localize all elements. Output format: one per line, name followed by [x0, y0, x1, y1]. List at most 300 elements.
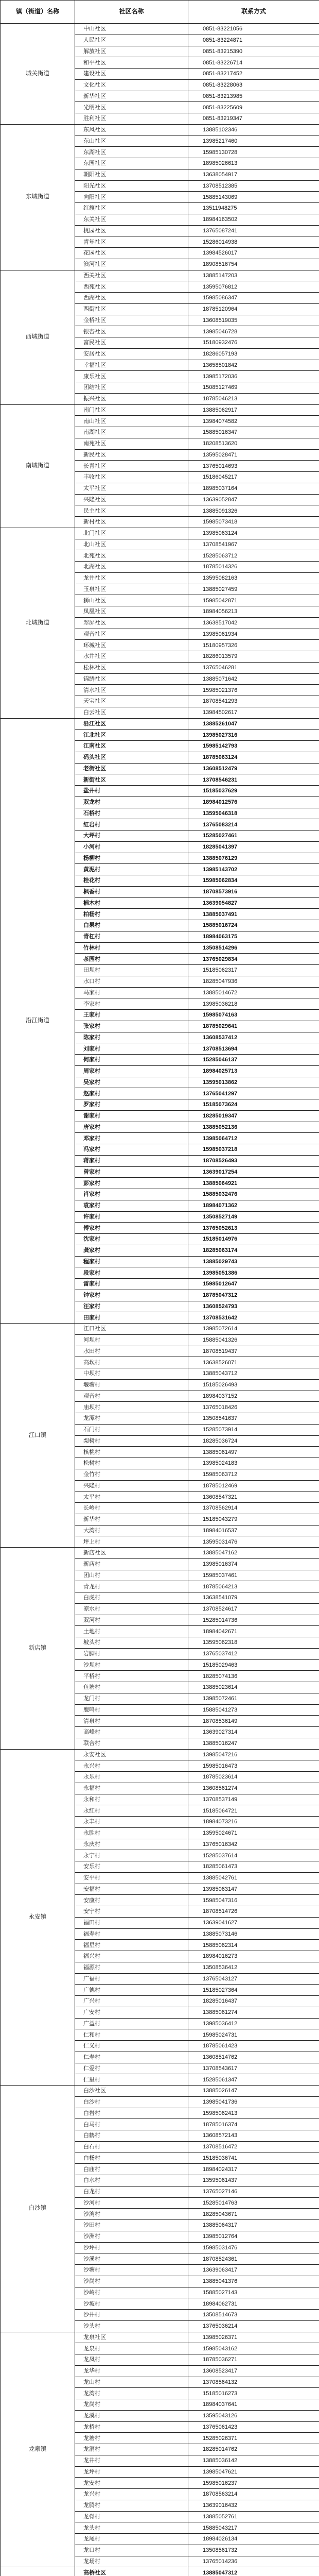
community-name: 青年社区 — [75, 236, 188, 248]
community-name: 团山村 — [75, 1570, 188, 1581]
community-name: 唐家村 — [75, 1122, 188, 1133]
contact-phone: 13885064921 — [188, 1178, 319, 1189]
contact-phone: 15985062413 — [188, 2108, 319, 2119]
community-name: 松树村 — [75, 1458, 188, 1469]
town-name-cell: 东城街道 — [1, 124, 75, 270]
contact-phone: 13985047216 — [188, 1749, 319, 1760]
contact-phone: 13608547321 — [188, 1492, 319, 1503]
community-name: 石桥村 — [75, 808, 188, 819]
contact-phone: 15085127469 — [188, 382, 319, 394]
community-name: 北苑社区 — [75, 550, 188, 562]
contact-phone: 13508514296 — [188, 942, 319, 954]
community-name: 大坪村 — [75, 831, 188, 842]
contact-phone: 13708541967 — [188, 539, 319, 550]
community-name: 福田村 — [75, 1917, 188, 1928]
community-name: 吴家村 — [75, 1077, 188, 1088]
community-name: 沙坝村 — [75, 1659, 188, 1671]
community-name: 田坝村 — [75, 965, 188, 976]
community-name: 龙场村 — [75, 2556, 188, 2567]
contact-phone: 13885026147 — [188, 2086, 319, 2097]
contact-phone: 13985217460 — [188, 135, 319, 147]
table-row — [1, 1749, 319, 1760]
contact-phone: 15985024731 — [188, 2029, 319, 2041]
community-name: 朝阳社区 — [75, 169, 188, 180]
contact-phone: 18285043671 — [188, 2209, 319, 2220]
community-name: 凤凰社区 — [75, 606, 188, 618]
contact-phone: 15985021376 — [188, 685, 319, 696]
community-name: 白杨村 — [75, 2153, 188, 2164]
contact-phone: 18285063174 — [188, 1245, 319, 1256]
contact-phone: 18708526493 — [188, 1155, 319, 1166]
contact-phone: 13885047312 — [188, 2567, 319, 2576]
contact-phone: 13658501842 — [188, 360, 319, 371]
community-name: 广福村 — [75, 1973, 188, 1985]
community-name: 新华社区 — [75, 91, 188, 102]
contact-phone: 13885037491 — [188, 909, 319, 920]
community-name: 永庆村 — [75, 1839, 188, 1850]
contact-phone: 18285061473 — [188, 1861, 319, 1873]
contact-phone: 18984073216 — [188, 1817, 319, 1828]
community-name: 龙洞村 — [75, 2444, 188, 2455]
community-name: 坡头村 — [75, 1637, 188, 1649]
table-row — [1, 2332, 319, 2343]
contact-phone: 13885029743 — [188, 1256, 319, 1267]
community-name: 龙坪村 — [75, 2466, 188, 2478]
contact-phone: 18208513620 — [188, 438, 319, 449]
community-name: 沙溪村 — [75, 2253, 188, 2265]
table-row — [1, 404, 319, 416]
contact-phone: 13508561732 — [188, 2545, 319, 2556]
community-name: 沙岗村 — [75, 2276, 188, 2287]
community-name: 清水社区 — [75, 685, 188, 696]
community-name: 肖家村 — [75, 1189, 188, 1200]
contact-phone: 13708512385 — [188, 180, 319, 192]
community-name: 龙岗村 — [75, 2399, 188, 2411]
contact-phone: 18984062731 — [188, 2298, 319, 2310]
community-name: 和平社区 — [75, 57, 188, 69]
table-row — [1, 270, 319, 281]
contact-phone: 15985016473 — [188, 1760, 319, 1772]
community-name: 南苑社区 — [75, 438, 188, 449]
contact-phone: 13984502617 — [188, 707, 319, 718]
community-name: 安福村 — [75, 1884, 188, 1895]
contact-phone: 15985031476 — [188, 2242, 319, 2253]
community-name: 鱼塘村 — [75, 1682, 188, 1693]
community-name: 龙安村 — [75, 2478, 188, 2489]
community-name: 赵家村 — [75, 1088, 188, 1099]
community-name: 水井社区 — [75, 651, 188, 663]
community-name: 光明社区 — [75, 102, 188, 113]
community-name: 白龙村 — [75, 2186, 188, 2197]
contact-phone: 18785063124 — [188, 752, 319, 763]
community-name: 李家村 — [75, 998, 188, 1010]
community-name: 桃园社区 — [75, 225, 188, 236]
contact-phone: 15185036741 — [188, 2153, 319, 2164]
community-name: 安居社区 — [75, 348, 188, 360]
community-name: 向阳社区 — [75, 192, 188, 203]
contact-phone: 13885023614 — [188, 1682, 319, 1693]
contact-phone: 13885047162 — [188, 1548, 319, 1559]
community-name: 银杏社区 — [75, 326, 188, 337]
contact-phone: 13765087241 — [188, 225, 319, 236]
community-name: 白虎村 — [75, 1592, 188, 1604]
contact-phone: 18785014326 — [188, 562, 319, 573]
community-name: 段家村 — [75, 1267, 188, 1279]
contact-phone: 13765052613 — [188, 1223, 319, 1234]
community-name: 石门村 — [75, 1424, 188, 1435]
community-name: 联合村 — [75, 1738, 188, 1749]
contact-phone: 18785061423 — [188, 2041, 319, 2052]
contact-phone: 0851-83215390 — [188, 46, 319, 57]
community-name: 民主社区 — [75, 505, 188, 517]
community-name: 松林社区 — [75, 662, 188, 673]
community-name: 沙头村 — [75, 2320, 188, 2332]
community-name: 东湖社区 — [75, 147, 188, 158]
contact-phone: 13638526071 — [188, 1357, 319, 1368]
header-row — [1, 1, 319, 24]
community-name: 安平村 — [75, 1872, 188, 1884]
contact-phone: 13708546231 — [188, 774, 319, 786]
contact-phone: 13985143702 — [188, 864, 319, 875]
contact-phone: 18285014762 — [188, 2444, 319, 2455]
table-row — [1, 2086, 319, 2097]
community-name: 仁和村 — [75, 2029, 188, 2041]
community-name: 永宁村 — [75, 1850, 188, 1861]
community-name: 阳光社区 — [75, 180, 188, 192]
community-name: 人民社区 — [75, 35, 188, 46]
community-name: 龙脊村 — [75, 2511, 188, 2522]
contact-phone: 0851-83221056 — [188, 24, 319, 35]
community-name: 龙华村 — [75, 2365, 188, 2377]
contact-phone: 18285047936 — [188, 976, 319, 987]
community-name: 长青社区 — [75, 461, 188, 472]
contact-phone: 13595061437 — [188, 2175, 319, 2187]
community-name: 平桥村 — [75, 1671, 188, 1682]
community-name: 沙井村 — [75, 2310, 188, 2321]
contact-phone: 13765037412 — [188, 1648, 319, 1659]
community-name: 天宝社区 — [75, 696, 188, 707]
contact-phone: 13608519035 — [188, 315, 319, 326]
community-name: 庙坝村 — [75, 1402, 188, 1413]
community-name: 江北社区 — [75, 730, 188, 741]
contact-phone: 15885041273 — [188, 1704, 319, 1716]
contact-phone: 13708564132 — [188, 2377, 319, 2388]
contact-phone: 13765036214 — [188, 2320, 319, 2332]
contact-phone: 13608523417 — [188, 2365, 319, 2377]
community-name: 翠屏社区 — [75, 617, 188, 629]
contact-phone: 18785047312 — [188, 1290, 319, 1301]
contact-phone: 13985041736 — [188, 2096, 319, 2108]
contact-phone: 13765043127 — [188, 1973, 319, 1985]
contact-phone: 18708541293 — [188, 696, 319, 707]
contact-phone: 13985063124 — [188, 528, 319, 539]
contact-phone: 13885052761 — [188, 2511, 319, 2522]
town-name-cell: 江口镇 — [1, 1324, 75, 1548]
contact-phone: 18908516754 — [188, 259, 319, 270]
contact-phone: 15185062317 — [188, 965, 319, 976]
community-name: 龙口村 — [75, 2545, 188, 2556]
contact-phone: 18785029641 — [188, 1021, 319, 1032]
community-name: 福源村 — [75, 1962, 188, 1973]
contact-phone: 15985037461 — [188, 1570, 319, 1581]
contact-phone: 13708516472 — [188, 2141, 319, 2153]
community-name: 西关社区 — [75, 270, 188, 281]
community-name: 白水村 — [75, 2175, 188, 2187]
contact-phone: 15185064721 — [188, 1805, 319, 1817]
contact-phone: 15185037629 — [188, 786, 319, 797]
contact-phone: 15885016347 — [188, 427, 319, 438]
contact-phone: 18785012469 — [188, 1480, 319, 1492]
contact-phone: 15985043162 — [188, 2343, 319, 2354]
contact-phone: 13765018426 — [188, 1402, 319, 1413]
contact-phone: 13639054827 — [188, 897, 319, 909]
community-name: 龚家村 — [75, 1245, 188, 1256]
contact-phone: 13985064712 — [188, 1133, 319, 1144]
community-name: 杨柳村 — [75, 853, 188, 864]
contact-phone: 13985012764 — [188, 2231, 319, 2242]
community-name: 新民社区 — [75, 449, 188, 461]
community-name: 北湖社区 — [75, 562, 188, 573]
town-name-cell: 新店镇 — [1, 1548, 75, 1750]
contact-phone: 13985072614 — [188, 1324, 319, 1335]
community-name: 许家村 — [75, 1211, 188, 1223]
community-name: 张家村 — [75, 1021, 188, 1032]
community-name: 龙山村 — [75, 2377, 188, 2388]
contact-phone: 13985016374 — [188, 1558, 319, 1570]
community-name: 龙凤村 — [75, 2354, 188, 2366]
contact-phone: 18785036271 — [188, 2354, 319, 2366]
contact-phone: 15185027364 — [188, 1985, 319, 1996]
community-name: 龙井社区 — [75, 572, 188, 584]
community-name: 黄泥村 — [75, 864, 188, 875]
contact-phone: 15885143069 — [188, 192, 319, 203]
community-name: 新村社区 — [75, 517, 188, 528]
community-name: 桂花村 — [75, 875, 188, 887]
contact-phone: 13885052136 — [188, 1122, 319, 1133]
community-name: 永丰村 — [75, 1817, 188, 1828]
community-name: 沙洲村 — [75, 2231, 188, 2242]
community-name: 坪上村 — [75, 1536, 188, 1548]
contact-phone: 15985016237 — [188, 2478, 319, 2489]
community-name: 安宁村 — [75, 1906, 188, 1918]
community-name: 白果村 — [75, 920, 188, 931]
town-name-cell: 西城街道 — [1, 270, 75, 404]
contact-phone: 13885147203 — [188, 270, 319, 281]
contact-phone: 18708573916 — [188, 886, 319, 897]
community-name: 堰塘村 — [75, 1379, 188, 1391]
contact-phone: 13638517042 — [188, 617, 319, 629]
community-name: 兴隆社区 — [75, 494, 188, 505]
contact-phone: 13638054917 — [188, 169, 319, 180]
community-name: 沙湾村 — [75, 2209, 188, 2220]
community-name: 水田村 — [75, 1346, 188, 1357]
contact-phone: 18785046213 — [188, 393, 319, 404]
community-name: 白云社区 — [75, 707, 188, 718]
contact-phone: 13885016247 — [188, 1738, 319, 1749]
community-name: 观音村 — [75, 1391, 188, 1402]
contact-phone: 18708563214 — [188, 2489, 319, 2500]
community-name: 永和村 — [75, 1794, 188, 1805]
community-name: 太平社区 — [75, 483, 188, 494]
community-name: 老街社区 — [75, 763, 188, 774]
contact-phone: 13608512479 — [188, 763, 319, 774]
community-name: 鹿鸣村 — [75, 1704, 188, 1716]
community-name: 太平村 — [75, 1492, 188, 1503]
community-name: 龙井村 — [75, 2455, 188, 2466]
community-name: 东园社区 — [75, 158, 188, 170]
community-name: 白庙村 — [75, 2164, 188, 2175]
community-name: 新店社区 — [75, 1548, 188, 1559]
table-row — [1, 1548, 319, 1559]
community-name: 幸福社区 — [75, 360, 188, 371]
contact-phone: 13885102346 — [188, 124, 319, 135]
community-name: 周家村 — [75, 1065, 188, 1077]
contact-phone: 15185016273 — [188, 2388, 319, 2399]
contact-phone: 13985061934 — [188, 629, 319, 640]
contact-phone: 15985130728 — [188, 147, 319, 158]
community-name: 双龙村 — [75, 796, 188, 808]
contact-phone: 13765016342 — [188, 1839, 319, 1850]
community-name: 解放社区 — [75, 46, 188, 57]
contact-phone: 15185073624 — [188, 1099, 319, 1111]
community-name: 西湖社区 — [75, 293, 188, 304]
community-name: 广兴村 — [75, 1996, 188, 2007]
community-name: 白石村 — [75, 2141, 188, 2153]
contact-phone: 18285036724 — [188, 1435, 319, 1447]
contact-phone: 13765046281 — [188, 662, 319, 673]
community-name: 中坝村 — [75, 1368, 188, 1380]
community-name: 永胜村 — [75, 1827, 188, 1839]
community-name: 陈家村 — [75, 1032, 188, 1043]
community-name: 田家村 — [75, 1312, 188, 1324]
community-name: 新店村 — [75, 1558, 188, 1570]
community-name: 新街社区 — [75, 774, 188, 786]
community-name: 汪家村 — [75, 1301, 188, 1312]
community-name: 西街社区 — [75, 303, 188, 315]
town-name-cell: 龙泉镇 — [1, 2332, 75, 2567]
community-name: 福兴村 — [75, 1951, 188, 1962]
contact-phone: 13885076129 — [188, 853, 319, 864]
contact-phone: 15185014976 — [188, 1234, 319, 1245]
contact-phone: 0851-83228063 — [188, 79, 319, 91]
community-name: 北门社区 — [75, 528, 188, 539]
contact-phone: 13885036142 — [188, 2455, 319, 2466]
contact-phone: 13985036412 — [188, 2018, 319, 2029]
contact-phone: 13595046318 — [188, 808, 319, 819]
contact-phone: 13984526017 — [188, 248, 319, 259]
contact-phone: 18785120964 — [188, 303, 319, 315]
community-name: 蒋家村 — [75, 1155, 188, 1166]
contact-phone: 13885041376 — [188, 2276, 319, 2287]
contact-phone: 13708531642 — [188, 1312, 319, 1324]
community-name: 永红村 — [75, 1805, 188, 1817]
contact-phone: 18708536149 — [188, 1716, 319, 1727]
community-name: 枫香村 — [75, 886, 188, 897]
contact-phone: 18984037641 — [188, 2399, 319, 2411]
community-name: 高峰村 — [75, 1727, 188, 1738]
community-name: 兴隆村 — [75, 1480, 188, 1492]
contact-phone: 15985042871 — [188, 595, 319, 606]
community-name: 沙坡村 — [75, 2298, 188, 2310]
contact-phone: 13708537149 — [188, 1794, 319, 1805]
contact-phone: 13638541079 — [188, 1592, 319, 1604]
community-name: 龙泉村 — [75, 2343, 188, 2354]
contact-phone: 13765014693 — [188, 461, 319, 472]
community-name: 文化社区 — [75, 79, 188, 91]
contact-phone: 15985062834 — [188, 875, 319, 887]
contact-phone: 13508541637 — [188, 1413, 319, 1425]
community-name: 罗家村 — [75, 1099, 188, 1111]
contact-phone: 18984016273 — [188, 1951, 319, 1962]
community-name: 沙河村 — [75, 2197, 188, 2209]
contact-phone: 18286057193 — [188, 348, 319, 360]
community-name: 盐井村 — [75, 786, 188, 797]
community-name: 雷家村 — [75, 1279, 188, 1290]
contact-phone: 13508527149 — [188, 1211, 319, 1223]
contact-phone: 13639063417 — [188, 2265, 319, 2276]
contact-phone: 15285026371 — [188, 2433, 319, 2444]
town-name-cell — [1, 2567, 75, 2576]
contact-phone: 13985027316 — [188, 730, 319, 741]
table-body — [1, 24, 319, 2576]
contact-phone: 15985074163 — [188, 1010, 319, 1021]
community-name: 岩脚村 — [75, 1648, 188, 1659]
community-name: 丰收社区 — [75, 472, 188, 483]
contact-phone: 13885014672 — [188, 987, 319, 998]
contact-phone: 18708519437 — [188, 1346, 319, 1357]
contact-phone: 0851-83217452 — [188, 69, 319, 80]
contact-phone: 13595028471 — [188, 449, 319, 461]
community-name: 曾家村 — [75, 1166, 188, 1178]
community-name: 金桥社区 — [75, 315, 188, 326]
contact-phone: 18984063175 — [188, 931, 319, 942]
contact-phone: 13985036218 — [188, 998, 319, 1010]
contact-phone: 18708514726 — [188, 1906, 319, 1918]
contact-phone: 13885042761 — [188, 1872, 319, 1884]
community-name: 仁寿村 — [75, 2052, 188, 2063]
community-name: 谢家村 — [75, 1110, 188, 1122]
contact-phone: 13765014236 — [188, 2556, 319, 2567]
contact-phone: 13508514673 — [188, 2310, 319, 2321]
community-name: 何家村 — [75, 1055, 188, 1066]
contact-phone: 13985047621 — [188, 2466, 319, 2478]
contact-phone: 15885062314 — [188, 1940, 319, 1951]
contact-phone: 18285016437 — [188, 1996, 319, 2007]
community-name: 仁里村 — [75, 2074, 188, 2086]
community-name: 河坝村 — [75, 1334, 188, 1346]
contact-phone: 13708513694 — [188, 1043, 319, 1055]
contact-phone: 15285037614 — [188, 1850, 319, 1861]
contact-phone: 13765029834 — [188, 954, 319, 965]
contact-phone: 13595082163 — [188, 572, 319, 584]
contact-phone: 13595076812 — [188, 281, 319, 293]
town-name-cell: 城关街道 — [1, 24, 75, 125]
contact-phone: 15885043217 — [188, 2522, 319, 2534]
table-row — [1, 1324, 319, 1335]
contact-phone: 13639016432 — [188, 2500, 319, 2511]
community-name: 龙潭村 — [75, 1413, 188, 1425]
contact-phone: 15286014938 — [188, 236, 319, 248]
community-name: 广益村 — [75, 2018, 188, 2029]
community-name: 广德村 — [75, 1985, 188, 1996]
community-name: 龙桥村 — [75, 2421, 188, 2433]
contact-phone: 13708543617 — [188, 2063, 319, 2074]
community-name: 柏杨村 — [75, 909, 188, 920]
contact-phone: 13595024671 — [188, 1827, 319, 1839]
community-name: 钟家村 — [75, 1290, 188, 1301]
town-name-cell: 白沙镇 — [1, 2086, 75, 2332]
contact-phone: 18984056213 — [188, 606, 319, 618]
